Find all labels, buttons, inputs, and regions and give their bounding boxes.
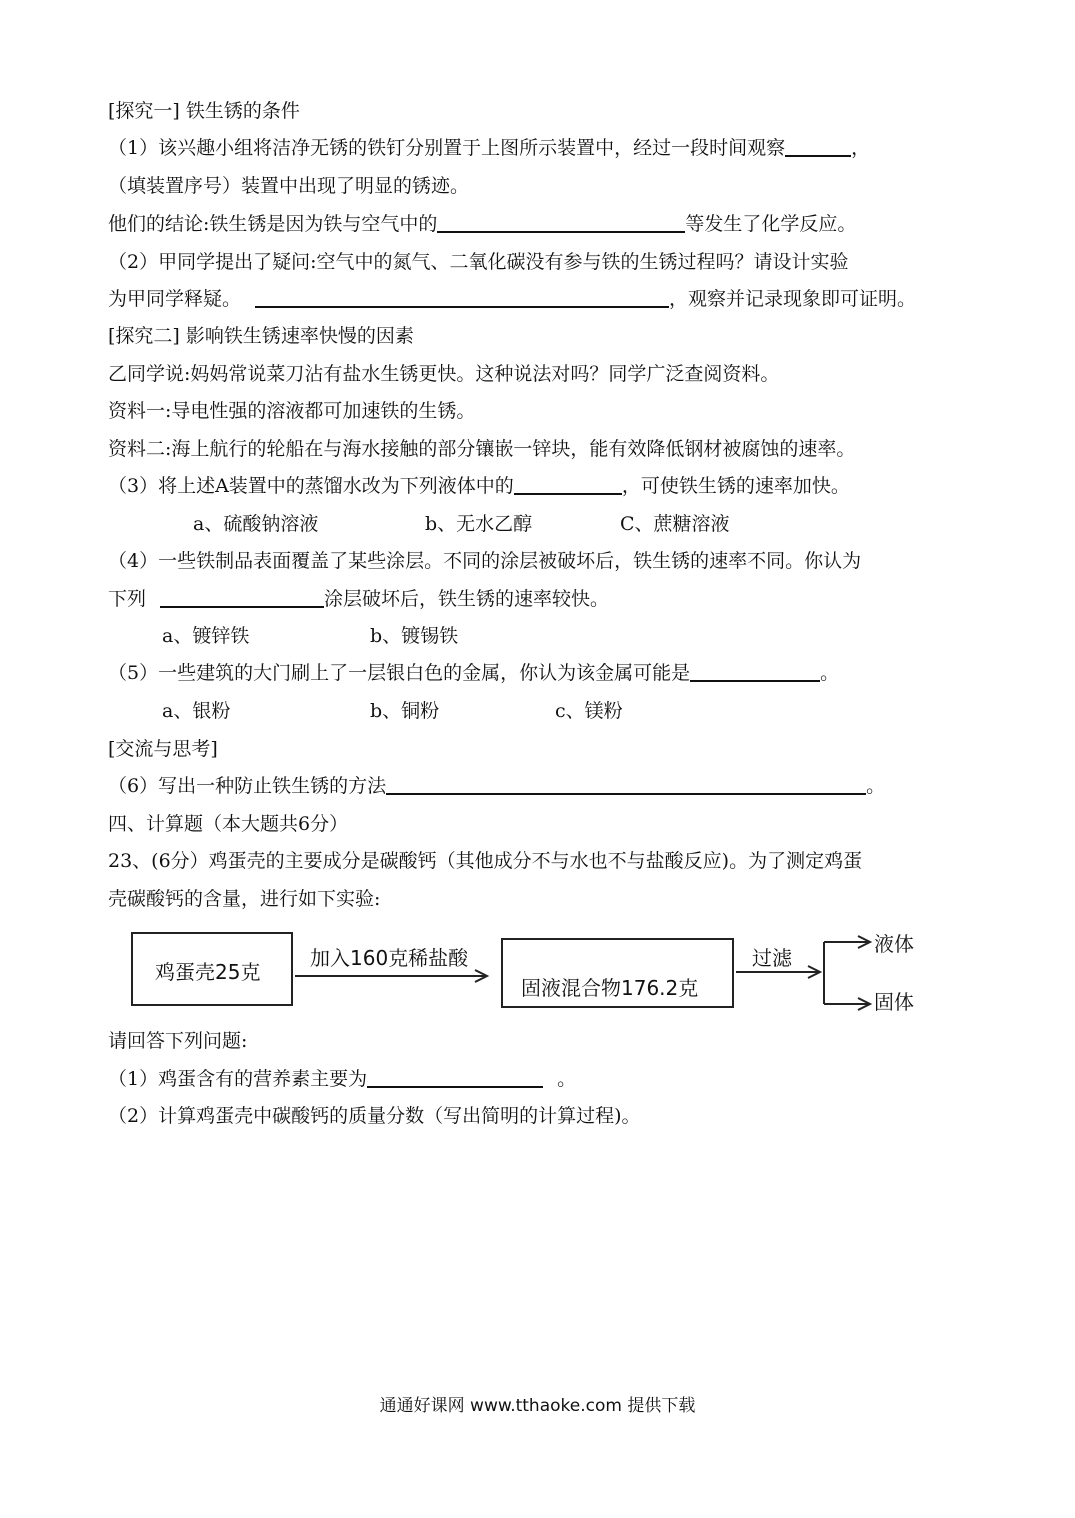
- section4-title: 四、计算题（本大题共6分）: [108, 813, 349, 835]
- q5-option-c: c、镁粉: [555, 700, 623, 722]
- q2-line1: （2）甲同学提出了疑问:空气中的氮气、二氧化碳没有参与铁的生锈过程吗？请设计实验: [108, 251, 849, 273]
- q5-option-a: a、银粉: [162, 700, 231, 722]
- flow-box-eggshell: [131, 932, 293, 1006]
- q3-option-a: a、硫酸钠溶液: [193, 513, 319, 535]
- q3-option-c: C、蔗糖溶液: [620, 513, 730, 535]
- q5-option-b: b、铜粉: [370, 700, 440, 722]
- explore2-intro: 乙同学说:妈妈常说菜刀沾有盐水生锈更快。这种说法对吗？同学广泛查阅资料。: [108, 363, 780, 385]
- q4-text: 下列: [108, 588, 147, 610]
- answer-blank-q5[interactable]: [690, 660, 820, 682]
- flow-output-liquid: 液体: [874, 932, 914, 956]
- q1-line1: [108, 135, 870, 161]
- sub2-line: （2）计算鸡蛋壳中碳酸钙的质量分数（写出简明的计算过程)。: [108, 1105, 641, 1127]
- q2-text: 为甲同学释疑。: [108, 288, 242, 310]
- flow-box-mixture-label: 固液混合物176.2克: [521, 976, 699, 1000]
- answer-blank-q6[interactable]: [386, 773, 866, 795]
- q6-line: [108, 773, 885, 799]
- sub1-line: [108, 1066, 576, 1092]
- sub1-text: （1）鸡蛋含有的营养素主要为: [108, 1068, 368, 1090]
- flow-box-eggshell-label: 鸡蛋壳25克: [155, 960, 261, 984]
- q3-option-b: b、无水乙醇: [425, 513, 533, 535]
- q4-end: 涂层破坏后，铁生锈的速率较快。: [324, 588, 610, 610]
- flow-arrow-split: [734, 930, 884, 1020]
- q1-text: （1）该兴趣小组将洁净无锈的铁钉分别置于上图所示装置中，经过一段时间观察: [108, 137, 786, 159]
- q6-end: 。: [866, 775, 886, 797]
- material-2: 资料二:海上航行的轮船在与海水接触的部分镶嵌一锌块，能有效降低钢材被腐蚀的速率。: [108, 438, 856, 460]
- q1-line2: （填装置序号）装置中出现了明显的锈迹。: [108, 175, 470, 197]
- flow-output-solid: 固体: [874, 990, 914, 1014]
- sub1-end: 。: [557, 1068, 577, 1090]
- q4-line2: [108, 586, 609, 612]
- q5-text: （5）一些建筑的大门刷上了一层银白色的金属，你认为该金属可能是: [108, 662, 691, 684]
- q5-line: [108, 660, 839, 686]
- answer-blank-sub1[interactable]: [367, 1066, 543, 1088]
- q6-text: （6）写出一种防止铁生锈的方法: [108, 775, 387, 797]
- discussion-title: [交流与思考]: [108, 738, 218, 760]
- q4-option-a: a、镀锌铁: [162, 625, 250, 647]
- flow-step-add-acid: 加入160克稀盐酸: [310, 946, 469, 970]
- q2-line2: [108, 286, 916, 312]
- q2-end: ，观察并记录现象即可证明。: [669, 288, 917, 310]
- flow-arrow-1: [293, 966, 503, 986]
- conclusion-line: [108, 211, 856, 237]
- explore2-title: [探究二] 影响铁生锈速率快慢的因素: [108, 325, 414, 347]
- q1-comma: ，: [851, 137, 871, 159]
- q23-line1: 23、(6分）鸡蛋壳的主要成分是碳酸钙（其他成分不与水也不与盐酸反应)。为了测定鸡蛋: [108, 850, 863, 872]
- q4-line1: （4）一些铁制品表面覆盖了某些涂层。不同的涂层被破坏后，铁生锈的速率不同。你认为: [108, 550, 862, 572]
- conclusion-end: 等发生了化学反应。: [685, 213, 857, 235]
- flow-box-mixture: [501, 938, 734, 1008]
- q3-text: （3）将上述A装置中的蒸馏水改为下列液体中的: [108, 475, 514, 497]
- q4-option-b: b、镀锡铁: [370, 625, 459, 647]
- explore1-title: [探究一] 铁生锈的条件: [108, 100, 300, 122]
- q3-end: ，可使铁生锈的速率加快。: [621, 475, 850, 497]
- answer-blank-q4[interactable]: [160, 586, 324, 608]
- q23-line2: 壳碳酸钙的含量，进行如下实验:: [108, 888, 381, 910]
- answer-blank-q2[interactable]: [255, 286, 669, 308]
- conclusion-text: 他们的结论:铁生锈是因为铁与空气中的: [108, 213, 438, 235]
- answer-blank-q3[interactable]: [514, 473, 622, 495]
- flow-step-filter: 过滤: [752, 946, 792, 970]
- q5-end: 。: [820, 662, 840, 684]
- q3-line: [108, 473, 850, 499]
- answer-prompt: 请回答下列问题:: [108, 1030, 248, 1052]
- page-footer: 通通好课网 www.tthaoke.com 提供下载: [379, 1396, 696, 1416]
- answer-blank-conclusion[interactable]: [437, 211, 685, 233]
- answer-blank-q1[interactable]: [785, 135, 851, 157]
- material-1: 资料一:导电性强的溶液都可加速铁的生锈。: [108, 400, 476, 422]
